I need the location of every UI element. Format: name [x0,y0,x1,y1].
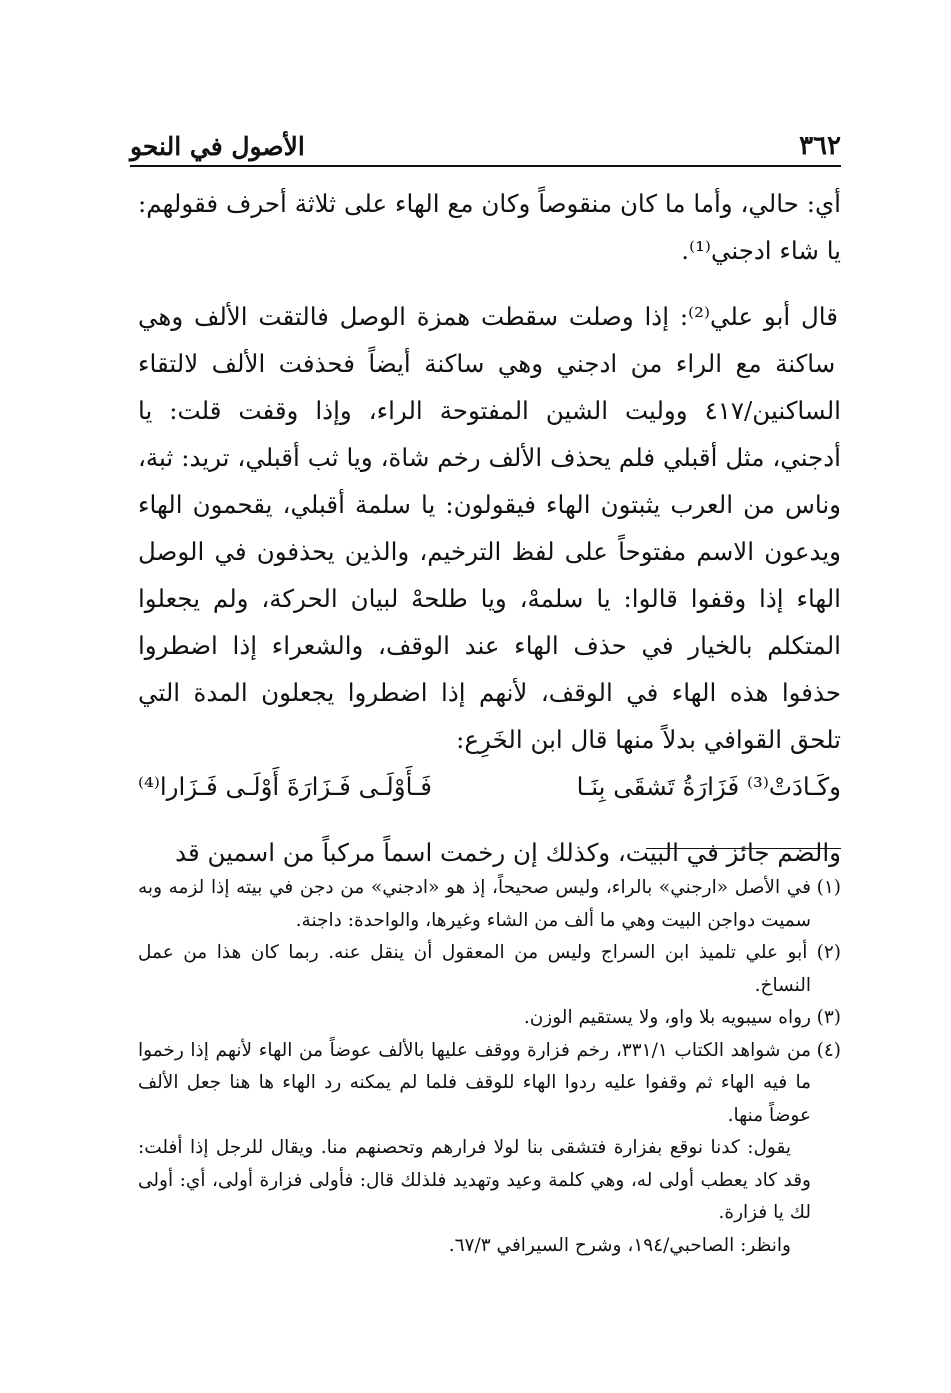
page-header [130,125,841,167]
text-line: الوقف، والشعراء إذا اضطروا حذفوا هذه الهاء في الوقف، لأنهم إذا اضطروا [138,631,841,707]
text-line: يجعلون المدة التي تلحق القوافي بدلاً منها قال ابن الخَرِع: [138,678,841,754]
footnote-line: إذا رخموا ما فيه الهاء ثم وقفوا عليه ردوا الهاء للوقف فلما لم يمكنه رد الهاء ها [138,1039,811,1093]
footnote-line: أفلت: وقد كاد يعطب أولى له، وهي كلمة وعيد وتهديد فلذلك قال: فأولى فزارة [138,1137,811,1191]
footnote-line: رواه سيبويه بلا واو، ولا يستقيم الوزن. [523,1007,811,1028]
text-line: الساكنين/٤١٧ ووليت الشين المفتوحة الراء، وإذا وقفت قلت: يا أدجني، [138,396,841,472]
footnote-1 [138,872,841,937]
verse-first-hemistich: وكَـادَتْ⁽³⁾ فَزَارَةُ تَشقَى بِنَـا [576,772,841,801]
verse-second-hemistich: فَـأَوْلَـى فَـزَارَةَ أَوْلَـى فَـزَارا⁽⁴⁾ [138,772,432,801]
footnote-4-explanation [138,1132,841,1230]
poetry-verse [138,763,841,810]
text-line: ساكنة مع الراء من ادجني وهي ساكنة أيضاً فحذفت الألف لالتقاء [138,349,836,378]
footnote-marker: (٣) [816,1007,841,1028]
footnote-2 [138,937,841,1002]
paragraph-3 [138,829,841,876]
text-line: العرب يثبتون الهاء فيقولون: يا سلمة أقبلي، يقحمون الهاء ويدعون الاسم [138,490,841,566]
footnote-3 [138,1002,841,1035]
footnote-line: هنا جعل الألف عوضاً منها. [138,1072,811,1126]
running-title: الأصول في النحو [130,132,305,161]
text-line: فقولهم: يا شاء ادجني⁽¹⁾. [138,189,841,265]
footnotes [138,872,841,1262]
footnote-line: أبو علي تلميذ ابن السراج وليس من المعقول أن ينقل عنه. ربما كان هذا من عمل [138,942,808,963]
footnote-separator [646,848,841,849]
footnote-4 [138,1035,841,1133]
footnote-marker: (٢) [816,942,841,963]
text-line: مثل أقبلي فلم يحذف الألف رخم شاة، ويا ثب أقبلي، تريد: ثبة، وناس من [138,443,841,519]
text-line: قال أبو علي⁽²⁾: إذا وصلت سقطت همزة الوصل فالتقت الألف وهي [138,302,838,331]
text-line: والضم جائز في البيت، وكذلك إن رخمت اسماً مركباً من اسمين قد [175,838,841,867]
paragraph-1 [138,180,841,274]
footnote-line: إذا لزمه وبه سميت دواجن البيت وهي ما ألف من الشاء وغيرها، والواحدة: داجنة. [138,877,811,931]
footnote-line: من شواهد الكتاب ٣٣١/١، رخم فزارة ووقف عليها بالألف عوضاً من الهاء لأنهم [208,1039,811,1061]
text-line: أي: حالي، وأما ما كان منقوصاً وكان مع الهاء على ثلاثة أحرف [218,189,841,218]
text-line: سلمهْ، ويا طلحهْ لبيان الحركة، ولم يجعلوا المتكلم بالخيار في حذف الهاء عند [138,584,841,660]
main-text [138,180,841,876]
footnote-marker: (٤) [816,1039,841,1061]
paragraph-2 [138,293,841,763]
footnote-line: النساخ. [754,974,811,996]
footnote-line: أولى، أي: أولى لك يا فزارة. [138,1169,811,1223]
page-number: ٣٦٢ [799,131,841,161]
footnote-line: وانظر: الصاحبي/١٩٤، وشرح السيرافي ٦٧/٣. [448,1234,791,1256]
footnote-4-see-also [138,1230,841,1263]
footnote-line: يقول: كدنا نوقع بفزارة فتشقى بنا لولا فرارهم وتحصنهم منا. ويقال للرجل إذا [182,1137,791,1158]
text-line: مفتوحاً على لفظ الترخيم، والذين يحذفون في الوصل الهاء إذا وقفوا قالوا: يا [138,537,841,613]
footnote-line: في الأصل «ارجني» بالراء، وليس صحيحاً، إذ هو «ادجني» من دجن في بيته [229,877,812,898]
footnote-marker: (١) [816,877,841,898]
